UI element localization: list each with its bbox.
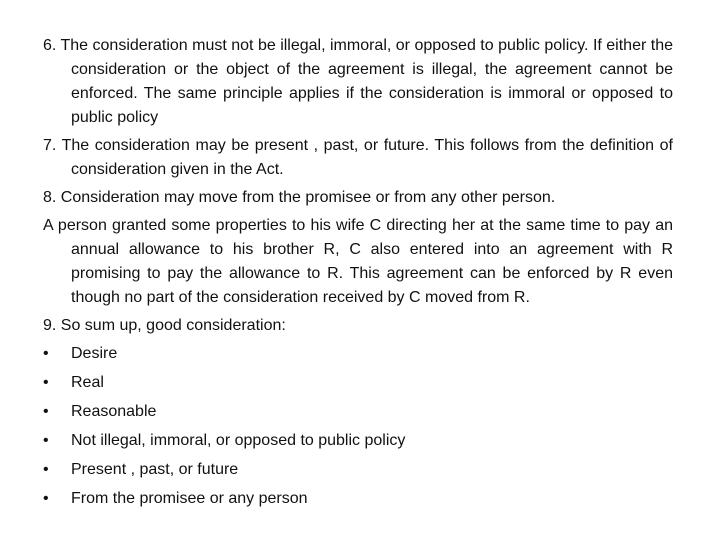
bullet-item-desire (43, 342, 673, 371)
bullet-item-real (43, 371, 673, 400)
bullet-text: Desire (71, 345, 118, 362)
bullet-marker: • (43, 345, 49, 362)
bullet-item-not-illegal (43, 429, 673, 458)
point-9-paragraph: 9. So sum up, good consideration: (43, 317, 286, 334)
point-8-paragraph: 8. Consideration may move from the promisee or from any other person. (43, 189, 556, 206)
bullet-marker: • (43, 403, 49, 420)
slide-body (43, 34, 673, 516)
bullet-marker: • (43, 490, 49, 507)
bullet-marker: • (43, 374, 49, 391)
bullet-text: Present , past, or future (71, 461, 239, 478)
bullet-text: Reasonable (71, 403, 157, 420)
bullet-text: Real (71, 374, 104, 391)
consideration-bullet-list (43, 342, 673, 516)
bullet-item-from-promisee (43, 487, 673, 516)
bullet-text: Not illegal, immoral, or opposed to public policy (71, 432, 406, 449)
bullet-marker: • (43, 461, 49, 478)
point-6-paragraph: 6. The consideration must not be illegal, immoral, or opposed to public policy. If either the consideration or the object of the agreement is illegal, the agreement cannot be enforced. The same principle applies if the consideration is immoral or opposed to public policy (43, 37, 673, 126)
bullet-item-present-past-future (43, 458, 673, 487)
point-7-paragraph: 7. The consideration may be present , past, or future. This follows from the definition of consideration given in the Act. (43, 137, 673, 178)
example-paragraph: A person granted some properties to his wife C directing her at the same time to pay an annual allowance to his brother R, C also entered into an agreement with R promising to pay the allowance to R. This agreement can be enforced by R even though no part of the consideration received by C moved from R. (43, 217, 673, 306)
bullet-item-reasonable (43, 400, 673, 429)
bullet-marker: • (43, 432, 49, 449)
bullet-text: From the promisee or any person (71, 490, 308, 507)
